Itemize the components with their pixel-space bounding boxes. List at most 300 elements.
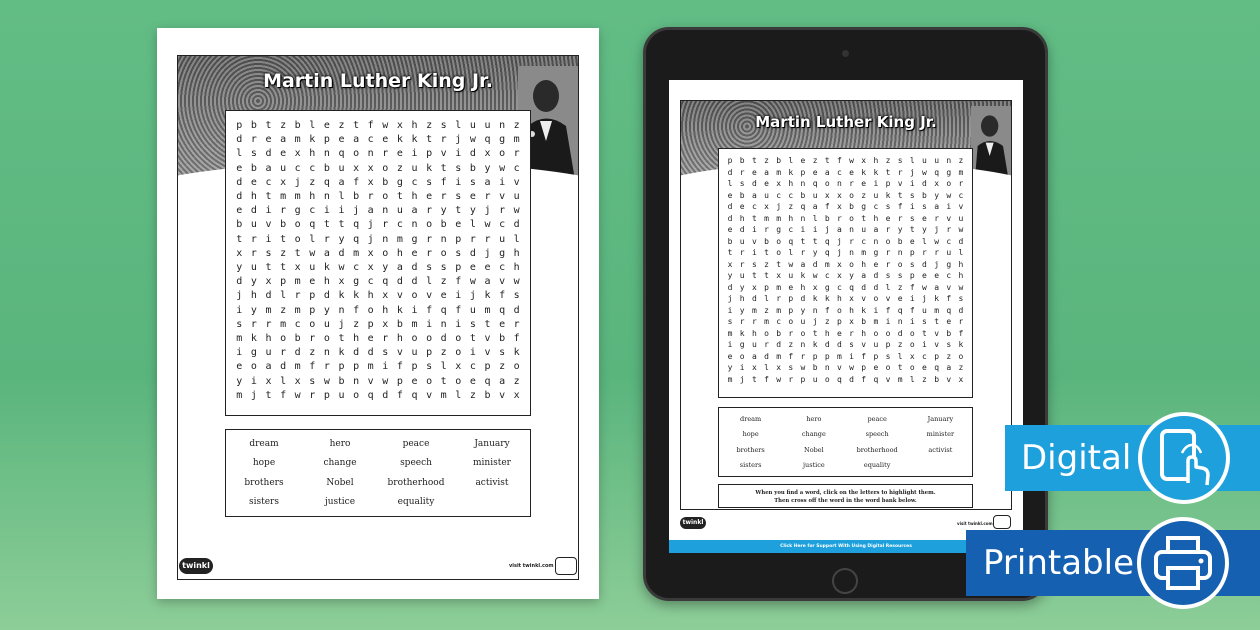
screen-letter-cell[interactable]: y [800, 305, 806, 315]
screen-letter-cell[interactable]: o [776, 236, 782, 246]
screen-letter-cell[interactable]: e [873, 363, 879, 372]
screen-letter-cell[interactable]: y [922, 225, 927, 234]
screen-letter-cell[interactable]: e [727, 225, 733, 234]
screen-letter-cell[interactable]: l [764, 363, 769, 372]
screen-letter-cell[interactable]: r [958, 179, 964, 188]
screen-letter-cell[interactable]: j [934, 259, 940, 269]
screen-letter-cell[interactable]: x [776, 363, 782, 372]
screen-letter-cell[interactable]: j [727, 294, 733, 303]
screen-letter-cell[interactable]: o [885, 363, 891, 372]
screen-letter-cell[interactable]: o [958, 351, 964, 361]
screen-letter-cell[interactable]: e [897, 294, 903, 303]
screen-letter-cell[interactable]: v [946, 282, 952, 292]
screen-letter-cell[interactable]: r [739, 167, 745, 177]
screen-letter-cell[interactable]: u [946, 248, 952, 257]
screen-letter-cell[interactable]: i [909, 202, 915, 211]
screen-letter-cell[interactable]: p [824, 351, 830, 361]
screen-letter-cell[interactable]: x [849, 294, 854, 303]
screen-letter-cell[interactable]: u [873, 340, 879, 349]
screen-letter-cell[interactable]: r [800, 248, 806, 257]
screen-letter-cell[interactable]: c [873, 202, 879, 211]
screen-letter-cell[interactable]: v [897, 179, 903, 188]
screen-letter-cell[interactable]: j [934, 225, 940, 234]
screen-letter-cell[interactable]: r [849, 179, 854, 188]
screen-letter-cell[interactable]: h [958, 271, 964, 280]
screen-letter-cell[interactable]: m [824, 259, 830, 269]
screen-letter-cell[interactable]: p [909, 248, 915, 257]
screen-letter-cell[interactable]: c [751, 202, 757, 211]
screen-letter-cell[interactable]: n [824, 363, 830, 372]
screen-letter-cell[interactable]: r [764, 340, 769, 349]
screen-letter-cell[interactable]: d [800, 294, 806, 303]
screen-letter-cell[interactable]: y [727, 271, 733, 280]
screen-letter-cell[interactable]: k [800, 271, 806, 280]
screen-letter-cell[interactable]: e [909, 236, 915, 246]
screen-letter-cell[interactable]: d [824, 340, 830, 349]
screen-letter-cell[interactable]: b [897, 236, 903, 246]
screen-letter-cell[interactable]: d [958, 305, 964, 315]
screen-letter-cell[interactable]: r [946, 225, 952, 234]
screen-letter-cell[interactable]: i [751, 248, 757, 257]
screen-letter-cell[interactable]: x [837, 259, 842, 269]
screen-letter-cell[interactable]: u [800, 317, 806, 326]
screen-letter-cell[interactable]: r [922, 248, 927, 257]
screen-letter-cell[interactable]: l [897, 351, 903, 361]
screen-letter-cell[interactable]: e [861, 179, 867, 188]
screen-letter-cell[interactable]: i [946, 202, 952, 211]
screen-letter-cell[interactable]: t [812, 328, 818, 338]
screen-letter-cell[interactable]: b [739, 156, 745, 165]
screen-letter-cell[interactable]: s [946, 340, 952, 349]
screen-letter-cell[interactable]: u [922, 156, 927, 165]
screen-letter-cell[interactable]: t [934, 317, 940, 326]
screen-letter-cell[interactable]: b [849, 202, 854, 211]
screen-letter-cell[interactable]: e [946, 317, 952, 326]
screen-letter-cell[interactable]: t [922, 328, 927, 338]
screen-letter-cell[interactable]: v [751, 236, 757, 246]
screen-letter-cell[interactable]: m [776, 305, 782, 315]
screen-letter-cell[interactable]: t [776, 259, 782, 269]
screen-letter-cell[interactable]: t [800, 236, 806, 246]
screen-letter-cell[interactable]: a [751, 190, 757, 200]
screen-letter-cell[interactable]: e [788, 282, 794, 292]
screen-letter-cell[interactable]: f [958, 328, 964, 338]
screen-letter-cell[interactable]: h [739, 213, 745, 223]
screen-letter-cell[interactable]: f [885, 305, 891, 315]
screen-letter-cell[interactable]: e [812, 167, 818, 177]
screen-letter-cell[interactable]: c [776, 190, 782, 200]
screen-letter-cell[interactable]: b [922, 190, 927, 200]
screen-letter-cell[interactable]: u [934, 156, 940, 165]
screen-letter-cell[interactable]: a [800, 259, 806, 269]
screen-letter-cell[interactable]: p [934, 351, 940, 361]
screen-letter-cell[interactable]: t [764, 248, 769, 257]
screen-letter-cell[interactable]: b [946, 328, 952, 338]
screen-letter-cell[interactable]: v [946, 374, 952, 384]
screen-letter-cell[interactable]: d [873, 282, 879, 292]
screen-letter-cell[interactable]: s [922, 317, 927, 326]
screen-word-search-grid[interactable] [724, 155, 967, 385]
screen-letter-cell[interactable]: o [946, 179, 952, 188]
screen-letter-cell[interactable]: d [861, 282, 867, 292]
screen-letter-cell[interactable]: v [837, 363, 842, 372]
screen-letter-cell[interactable]: q [824, 248, 830, 257]
screen-letter-cell[interactable]: o [824, 179, 830, 188]
screen-letter-cell[interactable]: n [837, 179, 842, 188]
screen-letter-cell[interactable]: h [800, 282, 806, 292]
screen-letter-cell[interactable]: s [885, 351, 891, 361]
screen-letter-cell[interactable]: b [861, 317, 867, 326]
screen-letter-cell[interactable]: s [922, 202, 927, 211]
screen-letter-cell[interactable]: n [897, 317, 903, 326]
screen-letter-cell[interactable]: q [788, 236, 794, 246]
screen-letter-cell[interactable]: o [776, 248, 782, 257]
screen-letter-cell[interactable]: k [958, 340, 964, 349]
screen-letter-cell[interactable]: x [934, 179, 940, 188]
screen-letter-cell[interactable]: o [909, 363, 915, 372]
screen-letter-cell[interactable]: r [885, 259, 891, 269]
screen-letter-cell[interactable]: o [909, 328, 915, 338]
screen-letter-cell[interactable]: y [849, 271, 854, 280]
screen-letter-cell[interactable]: h [873, 156, 879, 165]
screen-letter-cell[interactable]: a [861, 271, 867, 280]
screen-letter-cell[interactable]: p [861, 363, 867, 372]
screen-letter-cell[interactable]: o [837, 305, 842, 315]
screen-letter-cell[interactable]: a [812, 202, 818, 211]
screen-letter-cell[interactable]: r [958, 317, 964, 326]
screen-letter-cell[interactable]: n [800, 213, 806, 223]
screen-letter-cell[interactable]: e [764, 179, 769, 188]
screen-letter-cell[interactable]: h [837, 294, 842, 303]
screen-letter-cell[interactable]: w [934, 236, 940, 246]
screen-letter-cell[interactable]: s [727, 317, 733, 326]
screen-letter-cell[interactable]: b [764, 236, 769, 246]
screen-letter-cell[interactable]: l [764, 294, 769, 303]
screen-letter-cell[interactable]: z [788, 340, 794, 349]
screen-letter-cell[interactable]: o [739, 351, 745, 361]
screen-letter-cell[interactable]: f [946, 294, 952, 303]
screen-letter-cell[interactable]: q [934, 167, 940, 177]
screen-letter-cell[interactable]: p [788, 305, 794, 315]
screen-letter-cell[interactable]: s [885, 271, 891, 280]
screen-letter-cell[interactable]: c [788, 225, 794, 234]
screen-letter-cell[interactable]: w [946, 190, 952, 200]
screen-letter-cell[interactable]: c [861, 236, 867, 246]
screen-letter-cell[interactable]: f [788, 351, 794, 361]
screen-letter-cell[interactable]: r [885, 225, 891, 234]
screen-letter-cell[interactable]: g [861, 202, 867, 211]
screen-letter-cell[interactable]: b [776, 328, 782, 338]
screen-letter-cell[interactable]: v [946, 213, 952, 223]
screen-letter-cell[interactable]: n [849, 248, 854, 257]
screen-letter-cell[interactable]: y [739, 282, 745, 292]
screen-letter-cell[interactable]: k [861, 305, 867, 315]
screen-letter-cell[interactable]: h [849, 305, 854, 315]
screen-letter-cell[interactable]: l [909, 374, 915, 384]
screen-letter-cell[interactable]: e [800, 156, 806, 165]
screen-letter-cell[interactable]: m [764, 317, 769, 326]
screen-letter-cell[interactable]: c [946, 271, 952, 280]
screen-letter-cell[interactable]: k [824, 294, 830, 303]
home-button[interactable] [832, 568, 858, 594]
screen-letter-cell[interactable]: z [897, 340, 903, 349]
screen-letter-cell[interactable]: x [776, 271, 782, 280]
screen-letter-cell[interactable]: c [922, 351, 927, 361]
screen-letter-cell[interactable]: k [812, 340, 818, 349]
screen-letter-cell[interactable]: o [800, 328, 806, 338]
screen-letter-cell[interactable]: o [897, 259, 903, 269]
screen-letter-cell[interactable]: n [812, 305, 818, 315]
screen-letter-cell[interactable]: n [873, 236, 879, 246]
screen-letter-cell[interactable]: l [788, 248, 794, 257]
screen-letter-cell[interactable]: s [751, 259, 757, 269]
screen-letter-cell[interactable]: h [739, 294, 745, 303]
screen-letter-cell[interactable]: q [824, 236, 830, 246]
screen-letter-cell[interactable]: a [946, 363, 952, 372]
screen-letter-cell[interactable]: d [727, 202, 733, 211]
screen-letter-cell[interactable]: d [727, 213, 733, 223]
screen-letter-cell[interactable]: x [837, 271, 842, 280]
screen-letter-cell[interactable]: r [897, 213, 903, 223]
screen-letter-cell[interactable]: o [788, 317, 794, 326]
screen-letter-cell[interactable]: n [897, 248, 903, 257]
screen-letter-cell[interactable]: l [885, 282, 891, 292]
screen-letter-cell[interactable]: p [800, 374, 806, 384]
screen-letter-cell[interactable]: t [897, 190, 903, 200]
screen-letter-cell[interactable]: x [764, 202, 769, 211]
screen-letter-cell[interactable]: h [824, 328, 830, 338]
screen-letter-cell[interactable]: i [873, 179, 879, 188]
screen-letter-cell[interactable]: m [776, 351, 782, 361]
screen-letter-cell[interactable]: r [897, 167, 903, 177]
screen-letter-cell[interactable]: f [837, 156, 842, 165]
screen-letter-cell[interactable]: e [873, 259, 879, 269]
screen-letter-cell[interactable]: i [727, 305, 733, 315]
screen-letter-cell[interactable]: h [861, 259, 867, 269]
screen-letter-cell[interactable]: b [812, 363, 818, 372]
screen-letter-cell[interactable]: r [934, 248, 940, 257]
screen-letter-cell[interactable]: i [909, 294, 915, 303]
screen-letter-cell[interactable]: l [958, 248, 964, 257]
screen-letter-cell[interactable]: r [800, 351, 806, 361]
screen-letter-cell[interactable]: f [861, 351, 867, 361]
screen-letter-cell[interactable]: r [788, 374, 794, 384]
screen-letter-cell[interactable]: f [909, 282, 915, 292]
screen-letter-cell[interactable]: u [739, 236, 745, 246]
screen-letter-cell[interactable]: a [837, 225, 842, 234]
screen-letter-cell[interactable]: a [764, 167, 769, 177]
screen-letter-cell[interactable]: f [861, 374, 867, 384]
screen-letter-cell[interactable]: m [873, 317, 879, 326]
screen-letter-cell[interactable]: g [873, 248, 879, 257]
screen-letter-cell[interactable]: y [897, 225, 903, 234]
screen-letter-cell[interactable]: h [873, 213, 879, 223]
screen-letter-cell[interactable]: i [885, 317, 891, 326]
screen-letter-cell[interactable]: g [946, 167, 952, 177]
screen-letter-cell[interactable]: z [946, 351, 952, 361]
screen-letter-cell[interactable]: h [861, 328, 867, 338]
screen-letter-cell[interactable]: t [751, 271, 757, 280]
screen-letter-cell[interactable]: t [751, 374, 757, 384]
screen-letter-cell[interactable]: j [824, 225, 830, 234]
screen-letter-cell[interactable]: d [812, 259, 818, 269]
screen-letter-cell[interactable]: k [812, 294, 818, 303]
screen-letter-cell[interactable]: m [837, 351, 842, 361]
screen-letter-cell[interactable]: m [776, 213, 782, 223]
screen-letter-cell[interactable]: x [837, 202, 842, 211]
screen-letter-cell[interactable]: j [909, 167, 915, 177]
screen-letter-cell[interactable]: v [885, 294, 891, 303]
screen-letter-cell[interactable]: u [764, 190, 769, 200]
screen-letter-cell[interactable]: p [837, 317, 842, 326]
screen-word-search-grid-box[interactable] [718, 148, 973, 398]
screen-letter-cell[interactable]: p [885, 340, 891, 349]
screen-letter-cell[interactable]: o [885, 236, 891, 246]
screen-letter-cell[interactable]: g [946, 259, 952, 269]
screen-letter-cell[interactable]: d [922, 259, 927, 269]
screen-letter-cell[interactable]: g [739, 340, 745, 349]
screen-letter-cell[interactable]: e [934, 271, 940, 280]
screen-letter-cell[interactable]: i [922, 340, 927, 349]
screen-letter-cell[interactable]: w [849, 156, 854, 165]
screen-letter-cell[interactable]: k [873, 167, 879, 177]
screen-letter-cell[interactable]: x [849, 317, 854, 326]
screen-letter-cell[interactable]: m [776, 282, 782, 292]
screen-letter-cell[interactable]: x [824, 190, 830, 200]
screen-letter-cell[interactable]: k [739, 328, 745, 338]
screen-letter-cell[interactable]: u [861, 225, 867, 234]
screen-letter-cell[interactable]: v [861, 294, 867, 303]
screen-letter-cell[interactable]: i [739, 363, 745, 372]
screen-letter-cell[interactable]: j [776, 202, 782, 211]
screen-letter-cell[interactable]: v [861, 340, 867, 349]
screen-letter-cell[interactable]: o [873, 294, 879, 303]
screen-letter-cell[interactable]: w [922, 282, 927, 292]
screen-letter-cell[interactable]: s [958, 294, 964, 303]
screen-letter-cell[interactable]: z [958, 363, 964, 372]
screen-letter-cell[interactable]: e [922, 363, 927, 372]
screen-letter-cell[interactable]: x [909, 351, 915, 361]
screen-letter-cell[interactable]: v [934, 328, 940, 338]
screen-letter-cell[interactable]: o [849, 213, 854, 223]
screen-letter-cell[interactable]: k [885, 190, 891, 200]
screen-letter-cell[interactable]: o [885, 328, 891, 338]
screen-letter-cell[interactable]: r [837, 213, 842, 223]
screen-letter-cell[interactable]: o [849, 259, 854, 269]
screen-letter-cell[interactable]: z [764, 259, 769, 269]
screen-letter-cell[interactable]: z [885, 156, 891, 165]
screen-letter-cell[interactable]: p [873, 351, 879, 361]
screen-letter-cell[interactable]: y [934, 190, 940, 200]
screen-letter-cell[interactable]: q [812, 179, 818, 188]
screen-letter-cell[interactable]: s [849, 340, 854, 349]
screen-letter-cell[interactable]: v [958, 202, 964, 211]
screen-letter-cell[interactable]: r [739, 259, 745, 269]
screen-letter-cell[interactable]: l [909, 156, 915, 165]
screen-letter-cell[interactable]: z [897, 282, 903, 292]
screen-letter-cell[interactable]: i [909, 179, 915, 188]
screen-letter-cell[interactable]: x [751, 282, 757, 292]
screen-letter-cell[interactable]: e [751, 167, 757, 177]
screen-letter-cell[interactable]: d [873, 271, 879, 280]
screen-letter-cell[interactable]: y [739, 305, 745, 315]
screen-letter-cell[interactable]: c [824, 271, 830, 280]
screen-letter-cell[interactable]: h [788, 213, 794, 223]
screen-letter-cell[interactable]: m [776, 167, 782, 177]
screen-letter-cell[interactable]: c [837, 167, 842, 177]
screen-letter-cell[interactable]: p [788, 294, 794, 303]
screen-letter-cell[interactable]: t [909, 225, 915, 234]
screen-letter-cell[interactable]: u [922, 305, 927, 315]
screen-letter-cell[interactable]: z [764, 156, 769, 165]
screen-letter-cell[interactable]: q [946, 305, 952, 315]
screen-letter-cell[interactable]: d [776, 340, 782, 349]
screen-letter-cell[interactable]: z [958, 156, 964, 165]
screen-letter-cell[interactable]: g [776, 225, 782, 234]
screen-letter-cell[interactable]: w [849, 363, 854, 372]
screen-letter-cell[interactable]: s [788, 363, 794, 372]
screen-letter-cell[interactable]: m [764, 213, 769, 223]
screen-letter-cell[interactable]: r [776, 294, 782, 303]
screen-letter-cell[interactable]: w [958, 282, 964, 292]
screen-letter-cell[interactable]: s [909, 259, 915, 269]
screen-letter-cell[interactable]: r [751, 317, 757, 326]
screen-letter-cell[interactable]: b [739, 190, 745, 200]
screen-letter-cell[interactable]: t [861, 213, 867, 223]
screen-letter-cell[interactable]: z [764, 305, 769, 315]
screen-letter-cell[interactable]: x [751, 363, 757, 372]
screen-letter-cell[interactable]: w [776, 374, 782, 384]
screen-letter-cell[interactable]: u [873, 190, 879, 200]
screen-letter-cell[interactable]: u [788, 271, 794, 280]
screen-letter-cell[interactable]: o [764, 328, 769, 338]
screen-letter-cell[interactable]: a [751, 351, 757, 361]
screen-letter-cell[interactable]: t [885, 167, 891, 177]
screen-letter-cell[interactable]: x [837, 190, 842, 200]
screen-letter-cell[interactable]: u [751, 340, 757, 349]
screen-letter-cell[interactable]: p [800, 167, 806, 177]
screen-letter-cell[interactable]: i [751, 225, 757, 234]
digital-support-link[interactable]: Click Here for Support With Using Digital Resources [669, 540, 1023, 553]
screen-letter-cell[interactable]: c [776, 317, 782, 326]
screen-letter-cell[interactable]: j [739, 374, 745, 384]
screen-letter-cell[interactable]: n [800, 340, 806, 349]
screen-letter-cell[interactable]: q [800, 202, 806, 211]
screen-letter-cell[interactable]: x [958, 374, 964, 384]
screen-letter-cell[interactable]: r [739, 248, 745, 257]
screen-letter-cell[interactable]: e [849, 167, 854, 177]
screen-letter-cell[interactable]: s [885, 202, 891, 211]
screen-letter-cell[interactable]: b [934, 374, 940, 384]
screen-letter-cell[interactable]: j [812, 317, 818, 326]
screen-letter-cell[interactable]: r [739, 317, 745, 326]
screen-letter-cell[interactable]: n [849, 225, 854, 234]
screen-letter-cell[interactable]: p [812, 351, 818, 361]
screen-letter-cell[interactable]: t [751, 213, 757, 223]
screen-letter-cell[interactable]: q [873, 374, 879, 384]
screen-letter-cell[interactable]: q [837, 374, 842, 384]
screen-letter-cell[interactable]: d [727, 282, 733, 292]
screen-letter-cell[interactable]: c [788, 190, 794, 200]
screen-letter-cell[interactable]: m [751, 305, 757, 315]
screen-letter-cell[interactable]: u [812, 374, 818, 384]
screen-letter-cell[interactable]: d [922, 179, 927, 188]
screen-letter-cell[interactable]: j [837, 236, 842, 246]
screen-letter-cell[interactable]: d [958, 236, 964, 246]
screen-letter-cell[interactable]: m [958, 167, 964, 177]
screen-letter-cell[interactable]: m [727, 374, 733, 384]
screen-letter-cell[interactable]: r [934, 213, 940, 223]
